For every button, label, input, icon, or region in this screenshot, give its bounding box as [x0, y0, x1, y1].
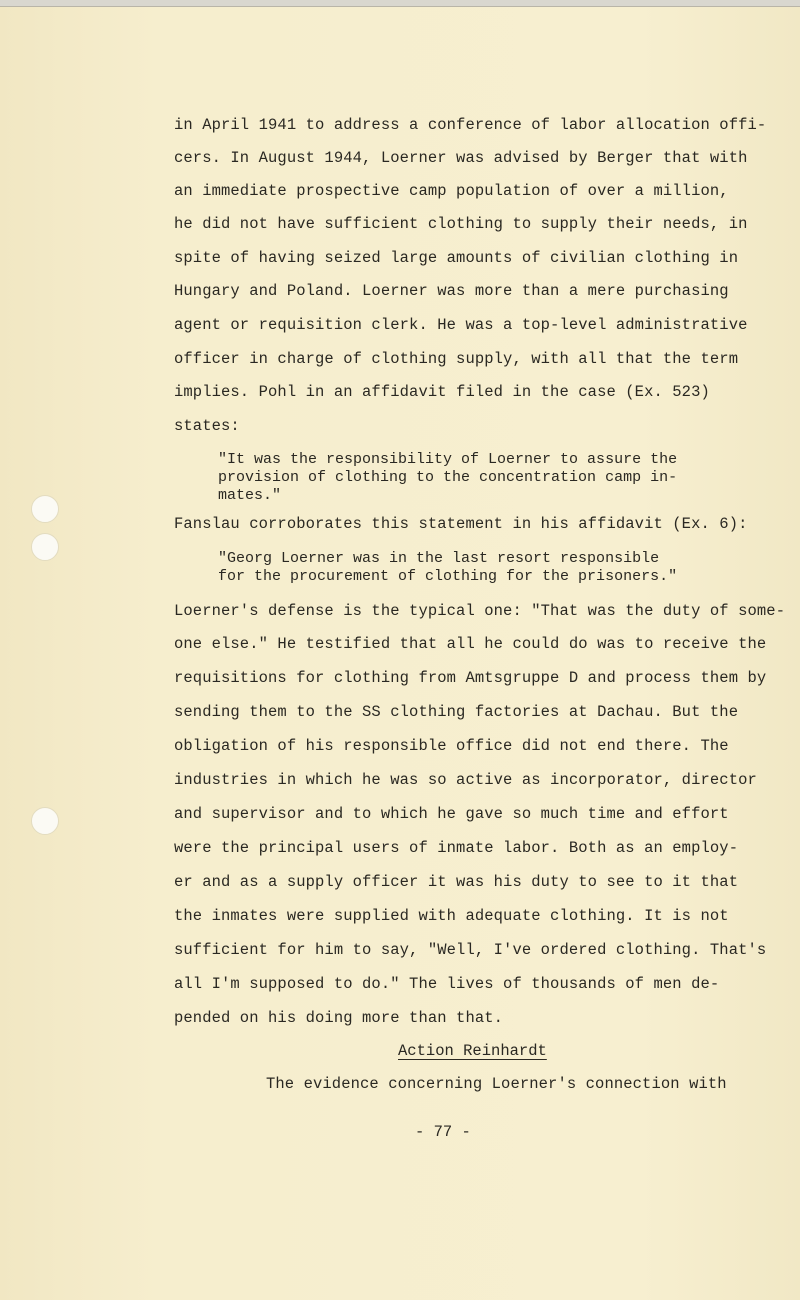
- body-line: officer in charge of clothing supply, with all that the term: [174, 350, 739, 368]
- body-line: requisitions for clothing from Amtsgruppe D and process them by: [174, 669, 767, 687]
- body-line: Loerner's defense is the typical one: "That was the duty of some-: [174, 602, 786, 620]
- body-line: Hungary and Poland. Loerner was more than a mere purchasing: [174, 282, 729, 300]
- quote-line: for the procurement of clothing for the prisoners.": [218, 568, 678, 585]
- quote-line: "Georg Loerner was in the last resort responsible: [218, 550, 660, 567]
- body-line: er and as a supply officer it was his duty to see to it that: [174, 873, 739, 891]
- body-line: one else." He testified that all he could do was to receive the: [174, 635, 767, 653]
- body-line: sending them to the SS clothing factories at Dachau. But the: [174, 703, 739, 721]
- punch-hole: [31, 807, 59, 835]
- quote-line: provision of clothing to the concentration camp in-: [218, 469, 678, 486]
- body-line: all I'm supposed to do." The lives of thousands of men de-: [174, 975, 720, 993]
- quote-line: "It was the responsibility of Loerner to assure the: [218, 451, 678, 468]
- section-heading: Action Reinhardt: [398, 1042, 547, 1060]
- body-line: were the principal users of inmate labor. Both as an employ-: [174, 839, 739, 857]
- punch-hole: [31, 533, 59, 561]
- body-line: The evidence concerning Loerner's connection with: [266, 1075, 727, 1093]
- body-line: in April 1941 to address a conference of labor allocation offi-: [174, 116, 767, 134]
- quote-line: mates.": [218, 487, 282, 504]
- body-line: implies. Pohl in an affidavit filed in the case (Ex. 523): [174, 383, 710, 401]
- body-line: obligation of his responsible office did not end there. The: [174, 737, 729, 755]
- body-line: an immediate prospective camp population of over a million,: [174, 182, 729, 200]
- body-line: spite of having seized large amounts of civilian clothing in: [174, 249, 739, 267]
- body-line: sufficient for him to say, "Well, I've ordered clothing. That's: [174, 941, 767, 959]
- body-line: pended on his doing more than that.: [174, 1009, 504, 1027]
- body-line: states:: [174, 417, 240, 435]
- body-line: he did not have sufficient clothing to supply their needs, in: [174, 215, 748, 233]
- body-line: the inmates were supplied with adequate clothing. It is not: [174, 907, 729, 925]
- body-line: and supervisor and to which he gave so much time and effort: [174, 805, 729, 823]
- paper-top-edge: [0, 0, 800, 7]
- punch-hole: [31, 495, 59, 523]
- body-line: agent or requisition clerk. He was a top-level administrative: [174, 316, 748, 334]
- body-line: Fanslau corroborates this statement in his affidavit (Ex. 6):: [174, 515, 748, 533]
- page-number: - 77 -: [415, 1123, 471, 1141]
- body-line: industries in which he was so active as incorporator, director: [174, 771, 757, 789]
- body-line: cers. In August 1944, Loerner was advised by Berger that with: [174, 149, 748, 167]
